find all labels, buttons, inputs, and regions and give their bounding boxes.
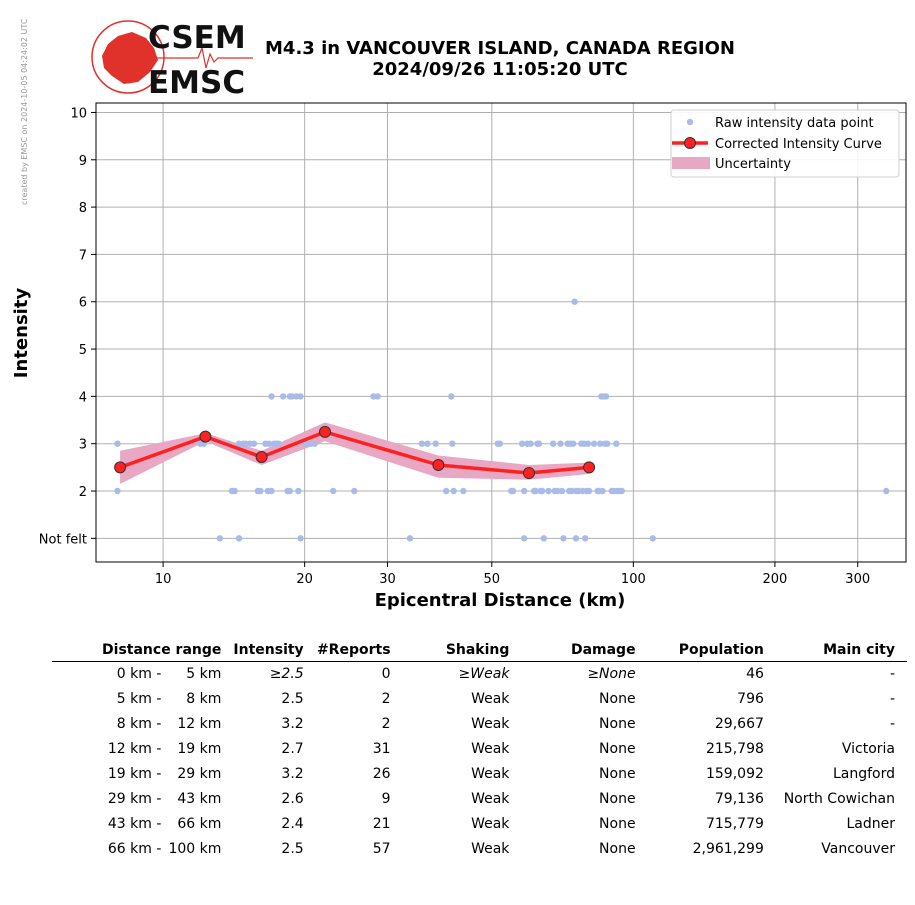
raw-data-point	[114, 441, 120, 447]
cell-distance	[52, 812, 233, 837]
raw-data-point	[650, 535, 656, 541]
raw-data-point	[449, 441, 455, 447]
title-line-1: M4.3 in VANCOUVER ISLAND, CANADA REGION	[265, 38, 735, 59]
cell-shaking: Weak	[471, 816, 510, 832]
raw-data-point	[497, 441, 503, 447]
raw-data-point	[550, 441, 556, 447]
cell-damage: None	[599, 766, 636, 782]
cell-population: 159,092	[705, 766, 764, 782]
distance-to: 19 km	[177, 741, 222, 757]
cell-intensity: 3.2	[281, 766, 304, 782]
cell-intensity: 3.2	[281, 716, 304, 732]
distance-from: 8 km -	[116, 716, 162, 732]
cell-population: 79,136	[714, 791, 764, 807]
y-tick-label: 10	[70, 106, 87, 122]
raw-data-point	[295, 488, 301, 494]
raw-data-point	[573, 535, 579, 541]
table-row	[52, 687, 907, 712]
cell-shaking: Weak	[471, 766, 510, 782]
cell-shaking: ≥Weak	[458, 666, 510, 682]
raw-data-point	[280, 393, 286, 399]
cell-intensity: 2.4	[281, 816, 304, 832]
raw-data-point	[557, 441, 563, 447]
cell-shaking: Weak	[471, 691, 510, 707]
raw-data-point	[268, 393, 274, 399]
raw-data-point	[251, 441, 257, 447]
distance-from: 0 km -	[116, 666, 162, 682]
distance-to: 8 km	[186, 691, 222, 707]
raw-data-point	[559, 488, 565, 494]
cell-intensity: 2.7	[281, 741, 304, 757]
raw-data-point	[287, 488, 293, 494]
header-main-city: Main city	[776, 640, 907, 662]
raw-data-point	[619, 488, 625, 494]
legend-uncertainty-label: Uncertainty	[715, 157, 791, 172]
cell-damage: None	[599, 841, 636, 857]
distance-from: 29 km -	[107, 791, 162, 807]
y-tick-label: 9	[78, 153, 87, 169]
raw-data-point	[521, 488, 527, 494]
cell-reports: 21	[372, 816, 391, 832]
raw-data-point	[528, 441, 534, 447]
cell-main-city: Ladner	[846, 816, 895, 832]
cell-distance	[52, 787, 233, 812]
y-tick-label: Not felt	[38, 532, 87, 548]
logo-bottom-text: EMSC	[148, 65, 246, 100]
distance-to: 43 km	[177, 791, 222, 807]
table-row	[52, 737, 907, 762]
x-tick-label: 30	[379, 572, 396, 587]
raw-data-point	[541, 535, 547, 541]
legend-raw-label: Raw intensity data point	[715, 116, 874, 131]
distance-from: 19 km -	[107, 766, 162, 782]
x-tick-label: 100	[620, 572, 646, 587]
raw-data-point	[604, 441, 610, 447]
title-line-2: 2024/09/26 11:05:20 UTC	[372, 59, 628, 80]
raw-data-point	[545, 488, 551, 494]
y-tick-label: 2	[78, 485, 87, 501]
table-header-row	[52, 640, 907, 662]
y-tick-label: 6	[78, 295, 87, 311]
raw-data-point	[236, 535, 242, 541]
raw-data-point	[451, 488, 457, 494]
header-reports: #Reports	[316, 640, 403, 662]
raw-data-point	[536, 441, 542, 447]
header-shaking: Shaking	[403, 640, 522, 662]
raw-data-point	[232, 488, 238, 494]
cell-distance	[52, 687, 233, 712]
curve-point	[256, 452, 267, 463]
y-tick-label: 7	[78, 248, 87, 264]
header-intensity: Intensity	[233, 640, 315, 662]
cell-shaking: Weak	[471, 791, 510, 807]
curve-point	[433, 460, 444, 471]
cell-reports: 26	[372, 766, 391, 782]
legend-curve-label: Corrected Intensity Curve	[715, 137, 882, 152]
legend-raw-marker	[687, 119, 693, 125]
cell-distance	[52, 662, 233, 688]
cell-damage: None	[599, 741, 636, 757]
uncertainty-band	[120, 422, 589, 484]
cell-reports: 2	[381, 691, 391, 707]
table-row	[52, 762, 907, 787]
cell-main-city: North Cowichan	[783, 791, 895, 807]
raw-data-point	[433, 441, 439, 447]
legend-curve-marker	[685, 138, 696, 149]
logo-top-text: CSEM	[148, 20, 246, 56]
raw-data-point	[582, 535, 588, 541]
intensity-table	[52, 640, 907, 862]
raw-data-point	[375, 393, 381, 399]
distance-from: 5 km -	[116, 691, 162, 707]
raw-data-point	[570, 441, 576, 447]
distance-from: 12 km -	[107, 741, 162, 757]
raw-data-point	[613, 441, 619, 447]
legend	[671, 110, 899, 177]
cell-population: 29,667	[714, 716, 764, 732]
cell-main-city: -	[889, 666, 895, 682]
raw-data-point	[268, 488, 274, 494]
cell-distance	[52, 712, 233, 737]
x-tick-label: 10	[154, 572, 172, 587]
distance-to: 5 km	[186, 666, 222, 682]
table-row	[52, 812, 907, 837]
y-tick-label: 3	[78, 437, 87, 453]
x-tick-label: 300	[845, 572, 871, 587]
raw-data-point	[275, 441, 281, 447]
legend-uncertainty-swatch	[672, 157, 710, 169]
cell-main-city: -	[889, 691, 895, 707]
header-population: Population	[648, 640, 776, 662]
created-by-note: created by EMSC on 2024-10-05 04:24:02 UTC	[20, 18, 29, 205]
table-row	[52, 662, 907, 688]
cell-distance	[52, 837, 233, 862]
distance-to: 29 km	[177, 766, 222, 782]
cell-reports: 31	[372, 741, 391, 757]
raw-data-point	[217, 535, 223, 541]
header-distance-range: Distance range	[52, 640, 233, 662]
y-tick-label: 4	[78, 390, 87, 406]
y-tick-label: 5	[78, 343, 87, 359]
raw-data-point	[585, 441, 591, 447]
cell-damage: None	[599, 816, 636, 832]
curve-point	[584, 462, 595, 473]
cell-damage: None	[599, 691, 636, 707]
raw-data-point	[257, 488, 263, 494]
raw-data-point	[460, 488, 466, 494]
cell-reports: 9	[381, 791, 391, 807]
raw-data-point	[351, 488, 357, 494]
cell-intensity: ≥2.5	[269, 666, 304, 682]
raw-data-point	[424, 441, 430, 447]
curve-point	[320, 426, 331, 437]
raw-data-point	[297, 535, 303, 541]
raw-points	[114, 299, 889, 542]
cell-intensity: 2.6	[281, 791, 304, 807]
cell-distance	[52, 762, 233, 787]
cell-main-city: Langford	[832, 766, 895, 782]
distance-to: 12 km	[177, 716, 222, 732]
cell-intensity: 2.5	[281, 841, 304, 857]
raw-data-point	[419, 441, 425, 447]
cell-shaking: Weak	[471, 716, 510, 732]
cell-shaking: Weak	[471, 741, 510, 757]
curve-point	[200, 431, 211, 442]
raw-data-point	[603, 393, 609, 399]
distance-from: 43 km -	[107, 816, 162, 832]
raw-data-point	[539, 488, 545, 494]
header-damage: Damage	[521, 640, 647, 662]
distance-from: 66 km -	[107, 841, 162, 857]
cell-main-city: Victoria	[841, 741, 895, 757]
cell-reports: 57	[372, 841, 391, 857]
raw-data-point	[586, 488, 592, 494]
cell-population: 715,779	[705, 816, 764, 832]
x-tick-label: 20	[296, 572, 313, 587]
cell-main-city: -	[889, 716, 895, 732]
x-axis-label: Epicentral Distance (km)	[374, 590, 626, 611]
curve-point	[524, 468, 535, 479]
cell-reports: 2	[381, 716, 391, 732]
table-row	[52, 787, 907, 812]
x-tick-label: 50	[483, 572, 501, 587]
y-tick-label: 8	[78, 201, 87, 217]
distance-to: 66 km	[177, 816, 222, 832]
cell-shaking: Weak	[471, 841, 510, 857]
raw-data-point	[571, 299, 577, 305]
cell-intensity: 2.5	[281, 691, 304, 707]
raw-data-point	[448, 393, 454, 399]
cell-population: 46	[746, 666, 764, 682]
cell-damage: None	[599, 716, 636, 732]
cell-distance	[52, 737, 233, 762]
raw-data-point	[521, 535, 527, 541]
x-tick-label: 200	[762, 572, 788, 587]
curve-point	[115, 462, 126, 473]
raw-data-point	[560, 535, 566, 541]
raw-data-point	[883, 488, 889, 494]
raw-data-point	[407, 535, 413, 541]
raw-data-point	[443, 488, 449, 494]
raw-data-point	[297, 393, 303, 399]
cell-population: 215,798	[705, 741, 764, 757]
distance-to: 100 km	[168, 841, 222, 857]
cell-damage: None	[599, 791, 636, 807]
table-row	[52, 712, 907, 737]
raw-data-point	[510, 488, 516, 494]
cell-reports: 0	[381, 666, 391, 682]
uncertainty-area	[120, 422, 589, 484]
cell-population: 2,961,299	[692, 841, 764, 857]
raw-data-point	[330, 488, 336, 494]
y-axis-label: Intensity	[11, 287, 32, 379]
raw-data-point	[599, 488, 605, 494]
raw-data-point	[311, 441, 317, 447]
cell-damage: ≥None	[587, 666, 636, 682]
cell-main-city: Vancouver	[821, 841, 895, 857]
table-row	[52, 837, 907, 862]
raw-data-point	[114, 488, 120, 494]
cell-population: 796	[737, 691, 764, 707]
raw-data-point	[591, 441, 597, 447]
